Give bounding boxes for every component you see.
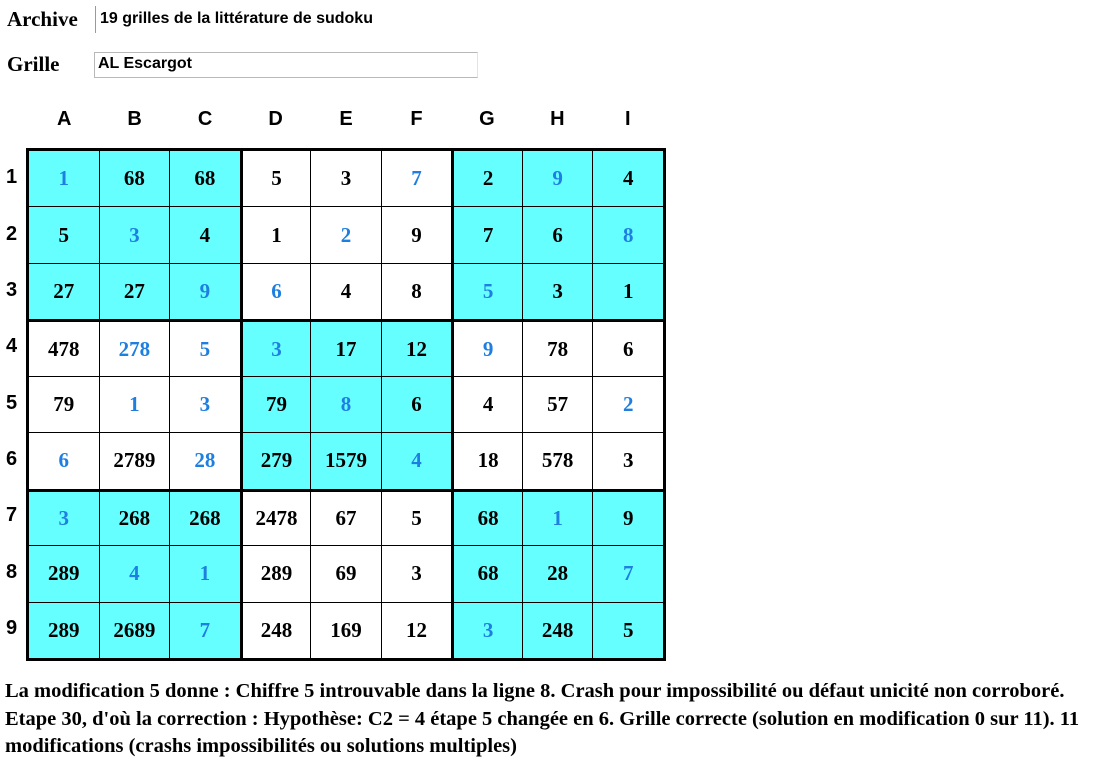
cell-g4[interactable]: 9 — [452, 320, 522, 375]
row-header-4: 4 — [6, 335, 18, 358]
cell-h3[interactable]: 3 — [523, 264, 593, 319]
row-header-9: 9 — [6, 616, 18, 639]
row-header-7: 7 — [6, 504, 18, 527]
cell-a9[interactable]: 289 — [29, 603, 99, 658]
cell-h6[interactable]: 578 — [523, 433, 593, 488]
column-header-i: I — [624, 108, 631, 130]
cell-h4[interactable]: 78 — [523, 320, 593, 375]
cell-f5[interactable]: 6 — [382, 377, 452, 432]
cell-i5[interactable]: 2 — [593, 377, 663, 432]
column-header-c: C — [197, 108, 213, 130]
cell-g5[interactable]: 4 — [452, 377, 522, 432]
cell-b1[interactable]: 68 — [100, 151, 170, 206]
cell-b4[interactable]: 278 — [100, 320, 170, 375]
cell-e6[interactable]: 1579 — [311, 433, 381, 488]
cell-a2[interactable]: 5 — [29, 207, 99, 262]
cell-b7[interactable]: 268 — [100, 490, 170, 545]
cell-c1[interactable]: 68 — [170, 151, 240, 206]
sudoku-grid — [26, 148, 666, 661]
cell-a5[interactable]: 79 — [29, 377, 99, 432]
row-header-6: 6 — [6, 447, 18, 470]
cell-f8[interactable]: 3 — [382, 546, 452, 601]
column-header-g: G — [479, 108, 495, 130]
cell-h9[interactable]: 248 — [523, 603, 593, 658]
cell-g6[interactable]: 18 — [452, 433, 522, 488]
cell-c6[interactable]: 28 — [170, 433, 240, 488]
cell-c9[interactable]: 7 — [170, 603, 240, 658]
cell-e7[interactable]: 67 — [311, 490, 381, 545]
row-header-3: 3 — [6, 278, 18, 301]
cell-d6[interactable]: 279 — [241, 433, 311, 488]
cell-a3[interactable]: 27 — [29, 264, 99, 319]
cell-e8[interactable]: 69 — [311, 546, 381, 601]
cell-d9[interactable]: 248 — [241, 603, 311, 658]
cell-b2[interactable]: 3 — [100, 207, 170, 262]
column-header-b: B — [127, 108, 142, 130]
row-header-5: 5 — [6, 391, 18, 414]
cell-h5[interactable]: 57 — [523, 377, 593, 432]
cell-h2[interactable]: 6 — [523, 207, 593, 262]
cell-f4[interactable]: 12 — [382, 320, 452, 375]
cell-a4[interactable]: 478 — [29, 320, 99, 375]
cell-c8[interactable]: 1 — [170, 546, 240, 601]
cell-h8[interactable]: 28 — [523, 546, 593, 601]
cell-f3[interactable]: 8 — [382, 264, 452, 319]
cell-g8[interactable]: 68 — [452, 546, 522, 601]
cell-i2[interactable]: 8 — [593, 207, 663, 262]
cell-d5[interactable]: 79 — [241, 377, 311, 432]
row-header-8: 8 — [6, 560, 18, 583]
cell-c4[interactable]: 5 — [170, 320, 240, 375]
cell-f7[interactable]: 5 — [382, 490, 452, 545]
cell-b8[interactable]: 4 — [100, 546, 170, 601]
cell-c7[interactable]: 268 — [170, 490, 240, 545]
cell-d8[interactable]: 289 — [241, 546, 311, 601]
row-header-2: 2 — [6, 222, 18, 245]
cell-c2[interactable]: 4 — [170, 207, 240, 262]
archive-select[interactable]: 19 grilles de la littérature de sudoku — [95, 6, 479, 33]
column-header-h: H — [550, 108, 565, 130]
cell-a8[interactable]: 289 — [29, 546, 99, 601]
cell-g9[interactable]: 3 — [452, 603, 522, 658]
cell-i7[interactable]: 9 — [593, 490, 663, 545]
cell-e3[interactable]: 4 — [311, 264, 381, 319]
cell-i1[interactable]: 4 — [593, 151, 663, 206]
cell-g7[interactable]: 68 — [452, 490, 522, 545]
cell-i8[interactable]: 7 — [593, 546, 663, 601]
row-header-1: 1 — [6, 166, 18, 189]
grille-input[interactable]: AL Escargot — [94, 52, 478, 78]
cell-c5[interactable]: 3 — [170, 377, 240, 432]
cell-d3[interactable]: 6 — [241, 264, 311, 319]
cell-b9[interactable]: 2689 — [100, 603, 170, 658]
cell-i6[interactable]: 3 — [593, 433, 663, 488]
cell-f1[interactable]: 7 — [382, 151, 452, 206]
cell-d1[interactable]: 5 — [241, 151, 311, 206]
cell-c3[interactable]: 9 — [170, 264, 240, 319]
cell-a1[interactable]: 1 — [29, 151, 99, 206]
cell-g3[interactable]: 5 — [452, 264, 522, 319]
archive-label: Archive — [7, 7, 78, 31]
cell-f2[interactable]: 9 — [382, 207, 452, 262]
cell-i3[interactable]: 1 — [593, 264, 663, 319]
cell-e5[interactable]: 8 — [311, 377, 381, 432]
cell-i4[interactable]: 6 — [593, 320, 663, 375]
column-header-e: E — [339, 108, 353, 130]
cell-e9[interactable]: 169 — [311, 603, 381, 658]
column-header-f: F — [410, 108, 423, 130]
cell-d7[interactable]: 2478 — [241, 490, 311, 545]
cell-b3[interactable]: 27 — [100, 264, 170, 319]
cell-a7[interactable]: 3 — [29, 490, 99, 545]
cell-f6[interactable]: 4 — [382, 433, 452, 488]
cell-d4[interactable]: 3 — [241, 320, 311, 375]
cell-b6[interactable]: 2789 — [100, 433, 170, 488]
cell-h1[interactable]: 9 — [523, 151, 593, 206]
cell-a6[interactable]: 6 — [29, 433, 99, 488]
cell-g1[interactable]: 2 — [452, 151, 522, 206]
cell-f9[interactable]: 12 — [382, 603, 452, 658]
grille-label: Grille — [7, 52, 60, 76]
cell-e1[interactable]: 3 — [311, 151, 381, 206]
column-header-a: A — [56, 108, 72, 130]
cell-i9[interactable]: 5 — [593, 603, 663, 658]
cell-h7[interactable]: 1 — [523, 490, 593, 545]
cell-e4[interactable]: 17 — [311, 320, 381, 375]
column-header-d: D — [268, 108, 283, 130]
cell-g2[interactable]: 7 — [452, 207, 522, 262]
cell-d2[interactable]: 1 — [241, 207, 311, 262]
status-message: La modification 5 donne : Chiffre 5 introuvable dans la ligne 8. Crash pour impossibilité ou défaut unicité non corroboré. Etape 30, d'où la correction : Hypothèse: C2 = 4 étape 5 changée en 6. Grille correcte (solution en modification 0 sur 11). 11 modifications (crashs impossibilités ou solutions multiples) — [5, 680, 1080, 757]
cell-b5[interactable]: 1 — [100, 377, 170, 432]
cell-e2[interactable]: 2 — [311, 207, 381, 262]
